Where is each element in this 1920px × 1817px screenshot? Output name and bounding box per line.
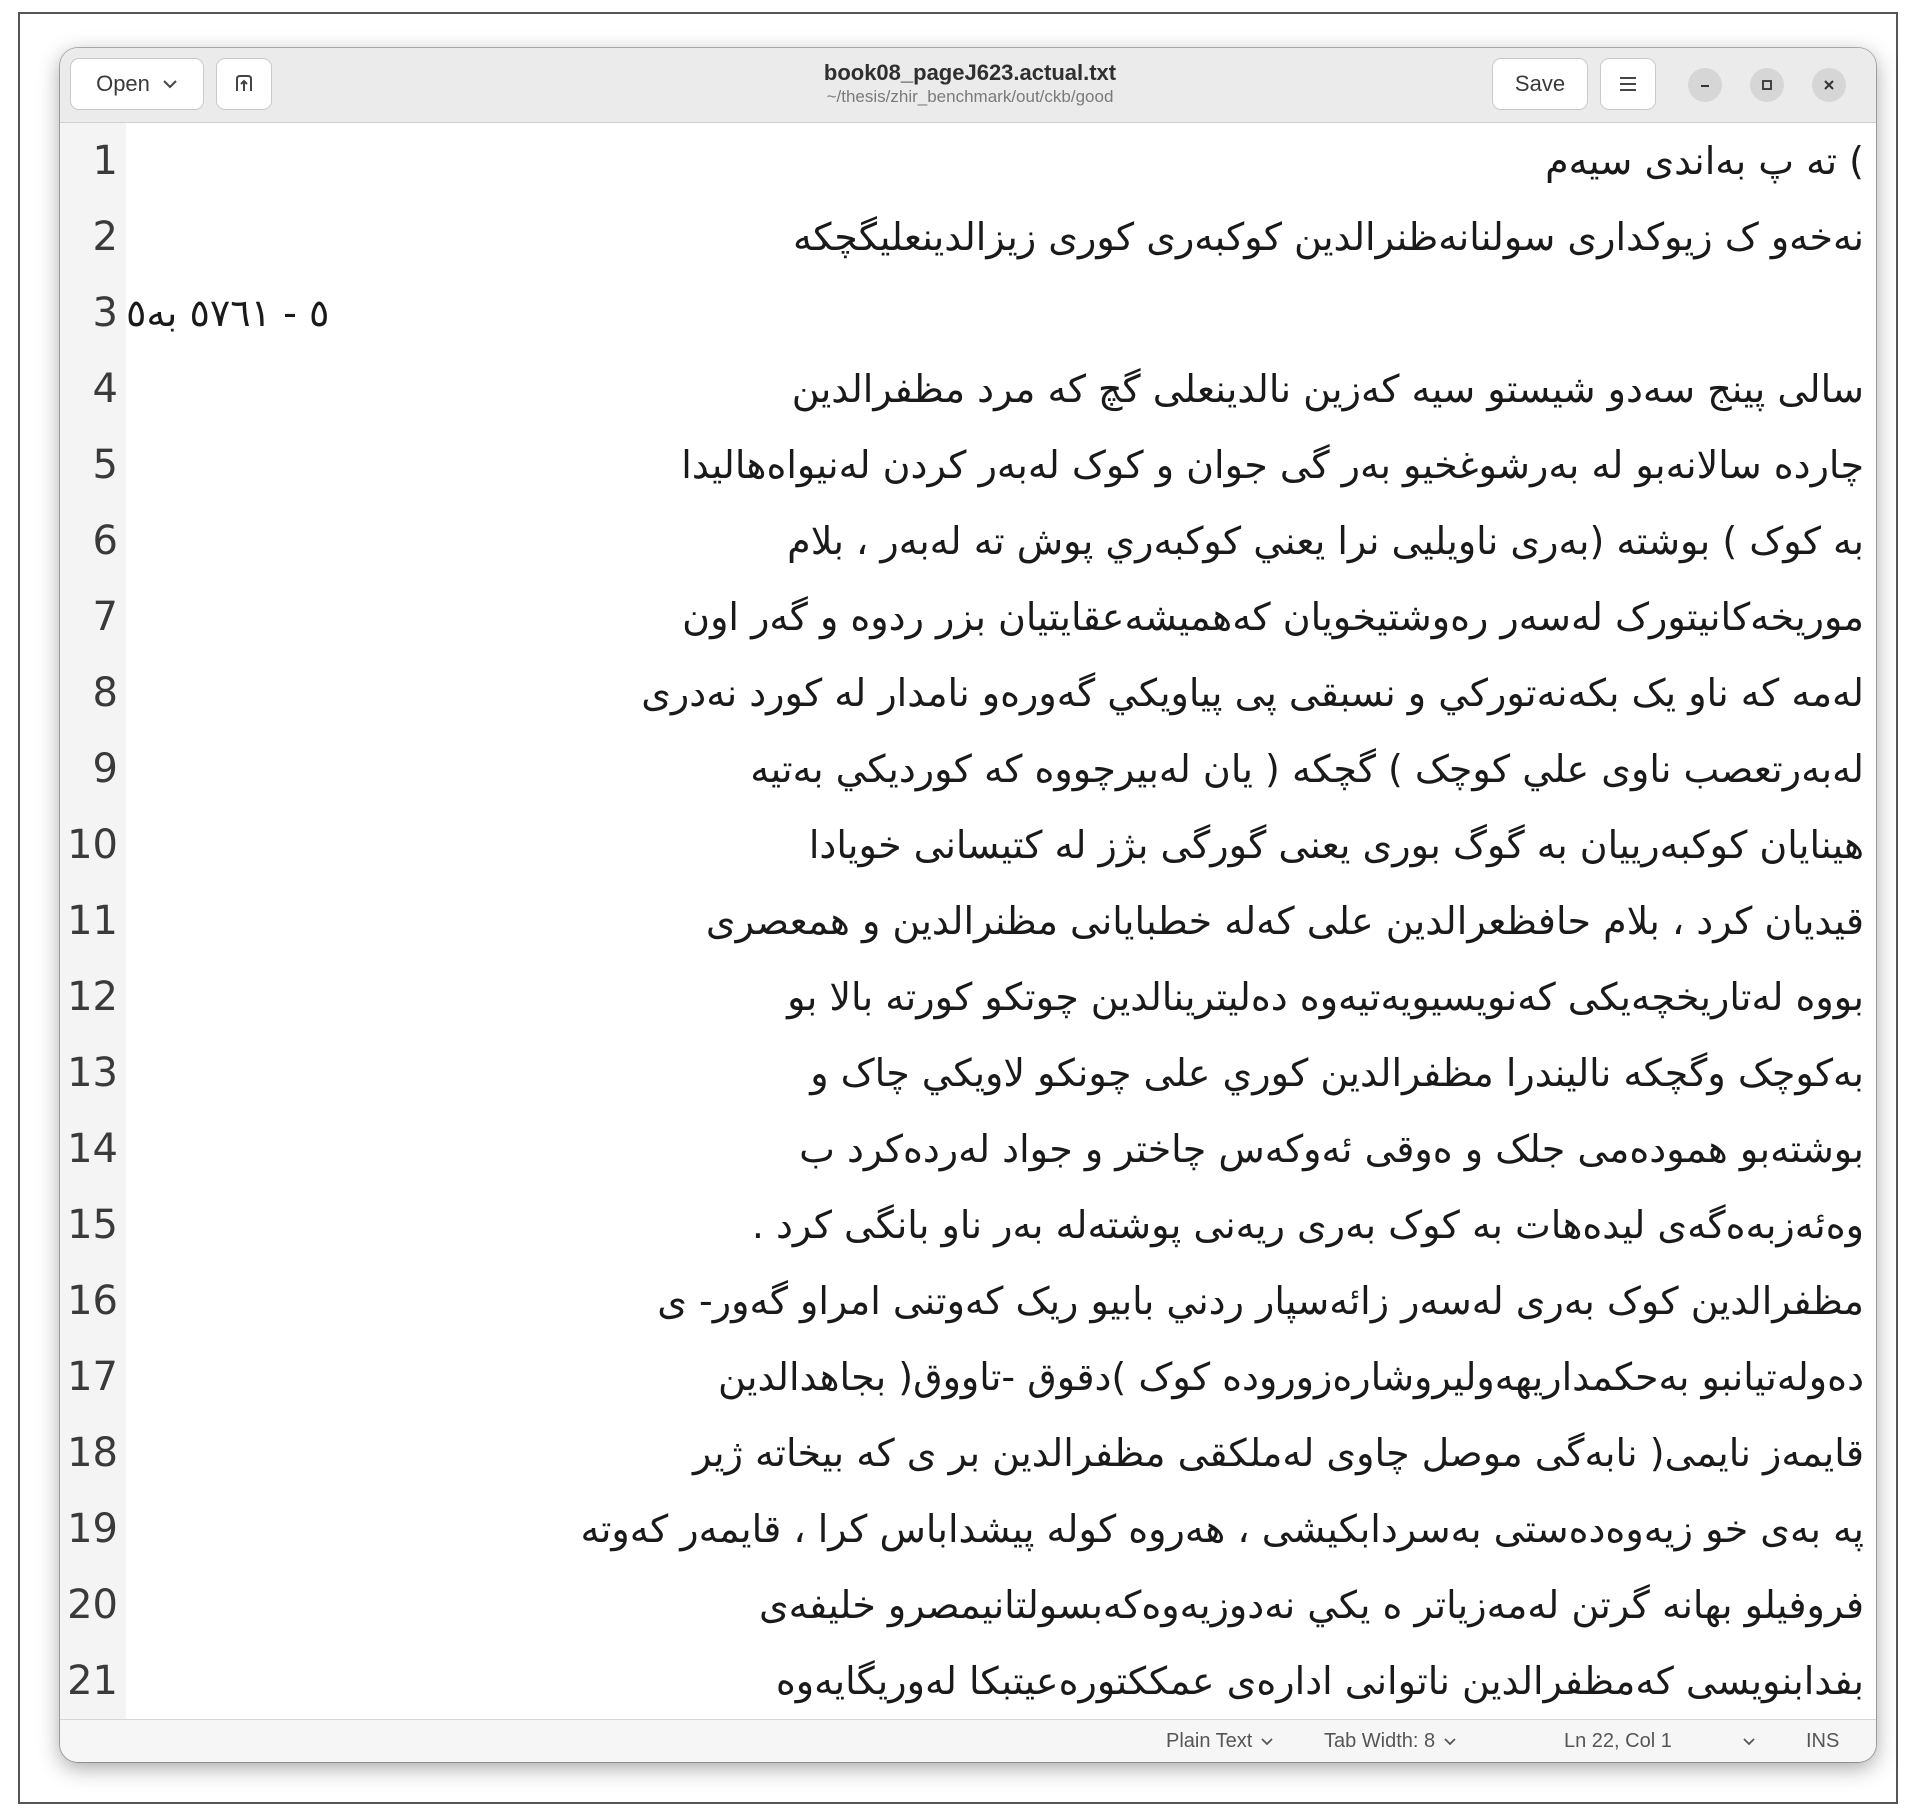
editor-line[interactable] (60, 883, 1876, 959)
text-editor-area[interactable] (60, 123, 1876, 1720)
line-text[interactable]: ٥ - ٥٧٦١ بە٥ (126, 291, 330, 335)
line-number: 17 (67, 1354, 118, 1400)
hamburger-menu-icon (1618, 76, 1638, 92)
line-text[interactable]: وەئەزبەەگەی لیدەهات بە کوک بەری ریەنی پوشتەلە بەر ناو بانگی کرد . (751, 1203, 1864, 1247)
insert-mode-label: INS (1806, 1730, 1840, 1752)
line-text[interactable]: بووە لەتاریخچەیکی کەنویسیویەتیەوە دەلیترینالدین چوتکو کورتە بالا بو (787, 975, 1864, 1019)
line-text[interactable]: فروفیلو بهانە گرتن لەمەزیاتر ە یکي نەدوزیەوەکەبسولتانیمصرو خلیفەی (758, 1583, 1864, 1627)
tab-width-label: Tab Width: 8 (1324, 1730, 1436, 1752)
editor-line[interactable] (60, 579, 1876, 655)
editor-line[interactable] (60, 1643, 1876, 1719)
close-icon (1822, 78, 1836, 92)
line-number: 9 (92, 746, 118, 792)
line-number: 11 (67, 898, 118, 944)
cursor-position-label: Ln 22, Col 1 (1564, 1730, 1672, 1752)
save-button[interactable] (1492, 58, 1588, 110)
line-text[interactable]: لەبەرتعصب ناوی علي کوچک ) گچکە ( یان لەبیرچووە کە کوردیکي بەتیە (750, 747, 1864, 791)
editor-line[interactable] (60, 1339, 1876, 1415)
cursor-position-dropdown[interactable] (1742, 1720, 1756, 1762)
line-text[interactable]: بوشتەبو همودەمی جلک و ەوقی ئەوکەس چاختر و جواد لەردەکرد ب (799, 1127, 1864, 1171)
line-number: 5 (92, 442, 118, 488)
line-number: 6 (92, 518, 118, 564)
minimize-icon (1698, 78, 1712, 92)
tab-width-selector[interactable] (1324, 1720, 1457, 1762)
chevron-down-icon (1260, 1737, 1274, 1746)
line-number: 21 (67, 1658, 118, 1704)
chevron-down-icon (162, 79, 178, 89)
line-text[interactable]: هینایان کوکبەرییان بە گوگ بوری یعنی گورگی بژز لە کتیسانی خویادا (808, 823, 1864, 867)
editor-line[interactable] (60, 1111, 1876, 1187)
line-number: 12 (67, 974, 118, 1020)
line-number: 8 (92, 670, 118, 716)
main-menu-button[interactable] (1600, 58, 1656, 110)
chevron-down-icon (1742, 1737, 1756, 1746)
line-number: 13 (67, 1050, 118, 1096)
line-number: 19 (67, 1506, 118, 1552)
line-number: 18 (67, 1430, 118, 1476)
close-button[interactable] (1812, 68, 1846, 102)
editor-line[interactable] (60, 655, 1876, 731)
line-text[interactable]: بفدابنویسی کەمظفرالدین ناتوانی ادارەی عمککتورەعیتبکا لەوریگایەوە (775, 1659, 1864, 1703)
line-text[interactable]: چاردە سالانەبو لە بەرشوغخیو بەر گی جوان و کوک لەبەر کردن لەنیواەهالیدا (681, 443, 1864, 487)
maximize-icon (1760, 78, 1774, 92)
window-subtitle: ~/thesis/zhir_benchmark/out/ckb/good (826, 87, 1114, 106)
editor-line[interactable] (60, 1263, 1876, 1339)
line-number: 2 (92, 214, 118, 260)
editor-line[interactable] (60, 1415, 1876, 1491)
line-text[interactable]: قایمەز نایمی( نابەگی موصل چاوی لەملکقی مظفرالدین بر ی کە بیخاتە ژیر (693, 1431, 1864, 1475)
editor-line[interactable] (60, 1035, 1876, 1111)
chevron-down-icon (1443, 1737, 1457, 1746)
line-text[interactable]: پە بەی خو زیەوەدەستی بەسردابکیشی ، هەروە کولە پیشداباس کرا ، قایمەر کەوتە (580, 1507, 1864, 1551)
pin-icon (233, 73, 255, 95)
open-button-label: Open (96, 71, 150, 96)
line-text[interactable]: بەکوچک وگچکە نالیندرا مظفرالدین کوري علی چونکو لاویکي چاک و (810, 1051, 1864, 1095)
cursor-position[interactable] (1564, 1720, 1672, 1762)
line-number: 14 (67, 1126, 118, 1172)
maximize-button[interactable] (1750, 68, 1784, 102)
line-number: 1 (92, 138, 118, 184)
line-text[interactable]: سالی پینج سەدو شیستو سیە کەزین نالدینعلی گچ کە مرد مظفرالدین (791, 367, 1864, 411)
window-title: book08_pageJ623.actual.txt (823, 60, 1117, 85)
editor-line[interactable] (60, 1491, 1876, 1567)
status-bar (60, 1719, 1876, 1762)
line-number: 16 (67, 1278, 118, 1324)
pin-button[interactable] (216, 58, 272, 110)
editor-line[interactable] (60, 427, 1876, 503)
minimize-button[interactable] (1688, 68, 1722, 102)
editor-line[interactable] (60, 503, 1876, 579)
line-number: 20 (67, 1582, 118, 1628)
line-number: 7 (92, 594, 118, 640)
editor-line[interactable] (60, 807, 1876, 883)
editor-line[interactable] (60, 731, 1876, 807)
window-title-area (620, 60, 1320, 108)
editor-line[interactable] (60, 351, 1876, 427)
line-number: 15 (67, 1202, 118, 1248)
text-editor-window (60, 48, 1876, 1762)
save-button-label: Save (1514, 71, 1566, 96)
line-number: 10 (67, 822, 118, 868)
editor-line[interactable] (60, 123, 1876, 199)
line-text[interactable]: قیدیان کرد ، بلام حافظعرالدین علی کەلە خطبایانی مظنرالدین و همعصری (705, 899, 1864, 943)
editor-line[interactable] (60, 1187, 1876, 1263)
line-text[interactable]: دەولەتیانبو بەحکمداریهەولیروشارەزورودە کوک )دقوق -تاووق( بجاهدالدین (717, 1355, 1864, 1399)
editor-line[interactable] (60, 275, 1876, 351)
line-text[interactable]: لەمە کە ناو یک بکەنەتورکي و نسبقی پی پیاویکي گەورەو نامدار لە کورد نەدری (641, 671, 1864, 715)
language-label: Plain Text (1166, 1730, 1253, 1752)
editor-line[interactable] (60, 199, 1876, 275)
line-text[interactable]: موریخەکانیتورک لەسەر رەوشتیخویان کەهمیشەعقایتیان بزر ردوە و گەر اون (682, 595, 1864, 639)
editor-line[interactable] (60, 1567, 1876, 1643)
language-selector[interactable] (1166, 1720, 1274, 1762)
line-number: 4 (92, 366, 118, 412)
line-text[interactable]: نەخەو ک زیوکداری سولنانەظنرالدین کوکبەری کوری زیزالدینعلیگچکە (792, 215, 1864, 259)
line-number: 3 (92, 290, 118, 336)
insert-mode-indicator[interactable] (1806, 1720, 1839, 1762)
editor-line[interactable] (60, 959, 1876, 1035)
open-button[interactable] (70, 58, 204, 110)
header-bar (60, 48, 1876, 123)
line-text[interactable]: ) ته پ بەاندی سیەم (1545, 139, 1864, 183)
line-text[interactable]: مظفرالدین کوک بەری لەسەر زائەسپار ردني بابیو ریک کەوتنی امراو گەور- ی (657, 1279, 1864, 1323)
line-text[interactable]: بە کوک ) بوشتە (بەری ناویلیی نرا یعني کوکبەري پوش تە لەبەر ، بلام (787, 519, 1864, 563)
